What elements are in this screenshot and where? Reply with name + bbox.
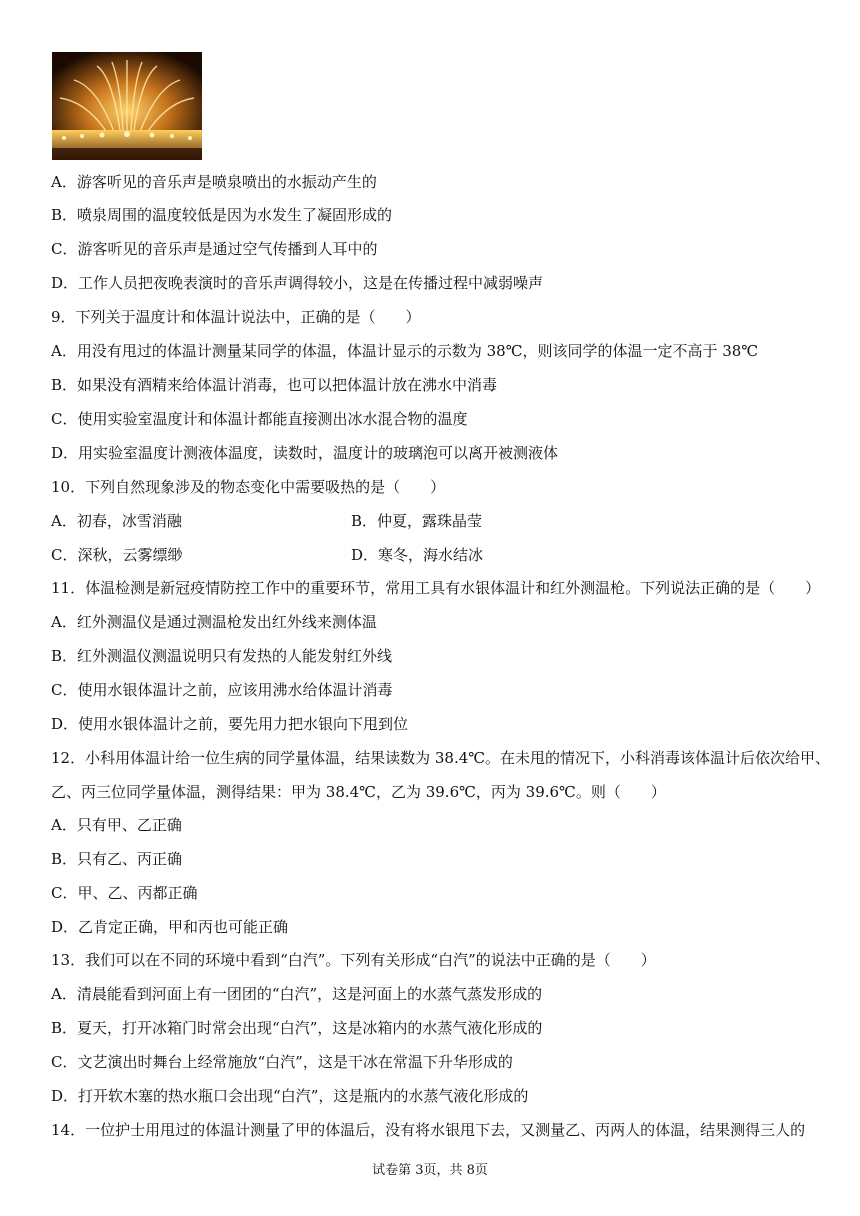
q11-option-a: A．红外测温仪是通过测温枪发出红外线来测体温 (51, 613, 377, 631)
q12-stem-line2: 乙、丙三位同学量体温，测得结果：甲为 38.4℃，乙为 39.6℃，丙为 39.6℃。则（ ） (51, 783, 666, 801)
fountain-image (52, 52, 202, 160)
q9-stem: 9．下列关于温度计和体温计说法中，正确的是（ ） (51, 308, 421, 326)
q12-option-b: B．只有乙、丙正确 (51, 850, 183, 868)
q10-option-b: B．仲夏，露珠晶莹 (351, 512, 483, 530)
q12-stem-line1: 12．小科用体温计给一位生病的同学量体温，结果读数为 38.4℃。在未甩的情况下，小科消毒该体温计后依次给甲、 (51, 749, 831, 767)
q8-option-a: A．游客听见的音乐声是喷泉喷出的水振动产生的 (51, 173, 377, 191)
q12-option-a: A．只有甲、乙正确 (51, 816, 182, 834)
q9-option-d: D．用实验室温度计测液体温度，读数时，温度计的玻璃泡可以离开被测液体 (51, 444, 559, 462)
q13-stem: 13．我们可以在不同的环境中看到“白汽”。下列有关形成“白汽”的说法中正确的是（ ） (51, 951, 656, 969)
q11-option-b: B．红外测温仪测温说明只有发热的人能发射红外线 (51, 647, 393, 665)
q10-option-d: D．寒冬，海水结冰 (351, 546, 484, 564)
q14-stem-line1: 14．一位护士用甩过的体温计测量了甲的体温后，没有将水银甩下去，又测量乙、丙两人的体温，结果测得三人的 (51, 1121, 806, 1139)
q12-option-c: C．甲、乙、丙都正确 (51, 884, 198, 902)
q8-option-d: D．工作人员把夜晚表演时的音乐声调得较小，这是在传播过程中减弱噪声 (51, 274, 544, 292)
q13-option-a: A．清晨能看到河面上有一团团的“白汽”，这是河面上的水蒸气蒸发形成的 (51, 985, 543, 1003)
q13-option-d: D．打开软木塞的热水瓶口会出现“白汽”，这是瓶内的水蒸气液化形成的 (51, 1087, 529, 1105)
fountain-illustration (52, 52, 202, 160)
q13-option-c: C．文艺演出时舞台上经常施放“白汽”，这是干冰在常温下升华形成的 (51, 1053, 513, 1071)
page-footer: 试卷第 3页，共 8页 (372, 1163, 488, 1178)
q10-stem: 10．下列自然现象涉及的物态变化中需要吸热的是（ ） (51, 478, 446, 496)
q9-option-b: B．如果没有酒精来给体温计消毒，也可以把体温计放在沸水中消毒 (51, 376, 498, 394)
q10-option-a: A．初春，冰雪消融 (51, 512, 182, 530)
q11-option-c: C．使用水银体温计之前，应该用沸水给体温计消毒 (51, 681, 393, 699)
q11-stem: 11．体温检测是新冠疫情防控工作中的重要环节，常用工具有水银体温计和红外测温枪。下列说法正确的是（ ） (51, 579, 821, 597)
q9-option-c: C．使用实验室温度计和体温计都能直接测出冰水混合物的温度 (51, 410, 468, 428)
q8-option-b: B．喷泉周围的温度较低是因为水发生了凝固形成的 (51, 206, 393, 224)
q10-option-c: C．深秋，云雾缥缈 (51, 546, 183, 564)
q11-option-d: D．使用水银体温计之前，要先用力把水银向下甩到位 (51, 715, 409, 733)
q9-option-a: A．用没有甩过的体温计测量某同学的体温，体温计显示的示数为 38℃，则该同学的体温一定不高于 38℃ (51, 342, 759, 360)
q12-option-d: D．乙肯定正确，甲和丙也可能正确 (51, 918, 289, 936)
q13-option-b: B．夏天，打开冰箱门时常会出现“白汽”，这是冰箱内的水蒸气液化形成的 (51, 1019, 543, 1037)
q8-option-c: C．游客听见的音乐声是通过空气传播到人耳中的 (51, 240, 378, 258)
